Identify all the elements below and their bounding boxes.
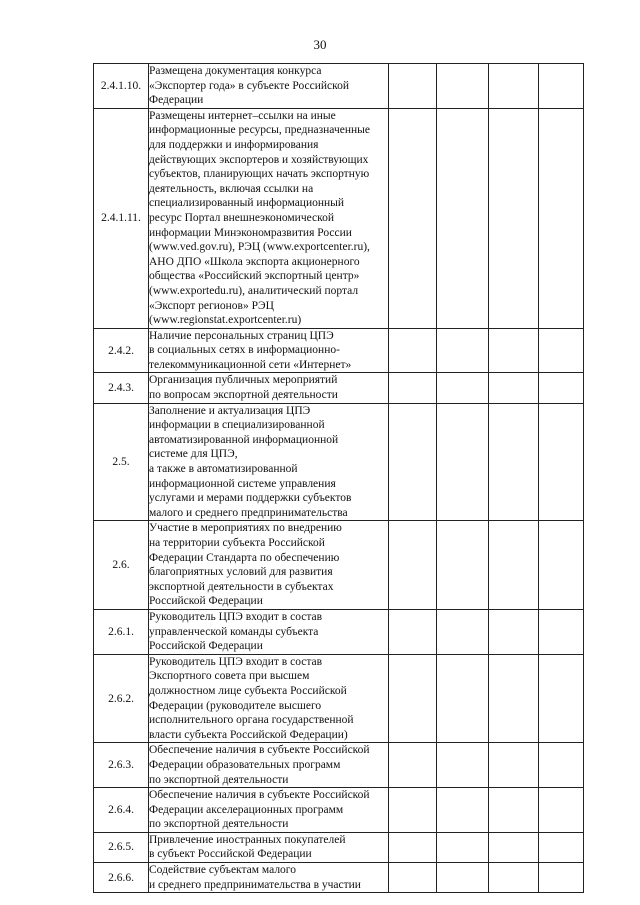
item-description [149, 521, 389, 610]
checklist-table [93, 63, 584, 893]
description-line: благоприятных условий для развития [149, 566, 333, 579]
description-line: управленческой команды субъекта [149, 625, 319, 638]
description-line: информационные ресурсы, предназначенные [149, 124, 370, 137]
description-line: Участие в мероприятиях по внедрению [149, 522, 342, 535]
empty-cell [437, 832, 489, 862]
empty-cell [539, 654, 584, 743]
description-line: Федерации акселерационных программ [149, 803, 344, 816]
table-row [94, 373, 584, 403]
table-row [94, 743, 584, 788]
description-line: Федерации [149, 94, 204, 107]
description-line: по экспортной деятельности [149, 773, 289, 786]
description-line: «Экспортер года» в субъекте Российской [149, 79, 350, 92]
description-line: Федерации образовательных программ [149, 758, 341, 771]
item-description [149, 328, 389, 373]
description-line: АНО ДПО «Школа экспорта акционерного [149, 255, 360, 268]
table-row [94, 863, 584, 893]
table-row [94, 328, 584, 373]
empty-cell [539, 832, 584, 862]
description-line: услугами и мерами поддержки субъектов [149, 492, 352, 505]
description-line: действующих экспортеров и хозяйствующих [149, 153, 369, 166]
description-line: по вопросам экспортной деятельности [149, 389, 338, 402]
item-number: 2.6.2. [94, 654, 149, 743]
item-description [149, 863, 389, 893]
item-number: 2.6.5. [94, 832, 149, 862]
empty-cell [489, 863, 539, 893]
empty-cell [539, 743, 584, 788]
description-line: должностном лице субъекта Российской [149, 684, 347, 697]
description-line: Содействие субъектам малого [149, 864, 296, 877]
description-line: власти субъекта Российской Федерации) [149, 728, 348, 741]
description-line: Российской Федерации [149, 595, 263, 608]
item-number: 2.6.6. [94, 863, 149, 893]
item-number: 2.6.3. [94, 743, 149, 788]
item-description [149, 64, 389, 109]
empty-cell [489, 743, 539, 788]
description-line: Обеспечение наличия в субъекте Российской [149, 744, 370, 757]
description-line: (www.ved.gov.ru), РЭЦ (www.exportcenter.ru), [149, 241, 370, 254]
empty-cell [539, 373, 584, 403]
description-line: и среднего предпринимательства в участии [149, 878, 361, 891]
item-description [149, 743, 389, 788]
description-line: Наличие персональных страниц ЦПЭ [149, 329, 334, 342]
empty-cell [389, 64, 437, 109]
description-line: Размещена документация конкурса [149, 65, 322, 77]
table-row [94, 654, 584, 743]
item-number: 2.4.2. [94, 328, 149, 373]
empty-cell [389, 832, 437, 862]
table-row [94, 788, 584, 833]
empty-cell [389, 403, 437, 521]
description-line: по экспортной деятельности [149, 818, 289, 831]
item-description [149, 373, 389, 403]
description-line: исполнительного органа государственной [149, 714, 354, 727]
empty-cell [489, 609, 539, 654]
description-line: субъектов, планирующих начать экспортную [149, 168, 370, 181]
empty-cell [389, 863, 437, 893]
item-number: 2.5. [94, 403, 149, 521]
empty-cell [489, 521, 539, 610]
item-number: 2.6.1. [94, 609, 149, 654]
item-number: 2.4.1.11. [94, 108, 149, 328]
table-row [94, 64, 584, 109]
description-line: информации в специализированной [149, 419, 325, 432]
empty-cell [539, 521, 584, 610]
description-line: Размещены интернет–ссылки на иные [149, 109, 336, 122]
empty-cell [539, 788, 584, 833]
description-line: в социальных сетях в информационно- [149, 344, 340, 357]
empty-cell [489, 403, 539, 521]
empty-cell [539, 328, 584, 373]
empty-cell [489, 654, 539, 743]
table-row [94, 609, 584, 654]
empty-cell [389, 373, 437, 403]
item-description [149, 108, 389, 328]
item-description [149, 788, 389, 833]
description-line: Привлечение иностранных покупателей [149, 833, 346, 846]
description-line: Заполнение и актуализация ЦПЭ [149, 404, 311, 417]
empty-cell [437, 373, 489, 403]
description-line: информационной системе управления [149, 477, 336, 490]
description-line: специализированный информационный [149, 197, 345, 210]
empty-cell [389, 609, 437, 654]
empty-cell [389, 521, 437, 610]
empty-cell [437, 64, 489, 109]
page-number: 30 [313, 37, 327, 52]
description-line: деятельность, включая ссылки на [149, 182, 314, 195]
empty-cell [489, 373, 539, 403]
description-line: Руководитель ЦПЭ входит в состав [149, 610, 323, 623]
description-line: общества «Российский экспортный центр» [149, 270, 360, 283]
description-line: а также в автоматизированной [149, 463, 298, 476]
description-line: Федерации Стандарта по обеспечению [149, 551, 340, 564]
description-line: Организация публичных мероприятий [149, 374, 338, 387]
description-line: (www.exportedu.ru), аналитический портал [149, 284, 359, 297]
table-row [94, 403, 584, 521]
empty-cell [539, 863, 584, 893]
empty-cell [389, 788, 437, 833]
description-line: информации Минэкономразвития России [149, 226, 352, 239]
empty-cell [389, 743, 437, 788]
empty-cell [437, 743, 489, 788]
empty-cell [389, 654, 437, 743]
empty-cell [539, 64, 584, 109]
description-line: Обеспечение наличия в субъекте Российской [149, 789, 370, 802]
empty-cell [539, 108, 584, 328]
empty-cell [437, 403, 489, 521]
item-description [149, 609, 389, 654]
empty-cell [389, 108, 437, 328]
table-row [94, 108, 584, 328]
empty-cell [437, 788, 489, 833]
empty-cell [437, 328, 489, 373]
item-description [149, 403, 389, 521]
description-line: (www.regionstat.exportcenter.ru) [149, 314, 302, 327]
item-description [149, 832, 389, 862]
description-line: малого и среднего предпринимательства [149, 506, 348, 519]
item-number: 2.6. [94, 521, 149, 610]
description-line: ресурс Портал внешнеэкономической [149, 211, 335, 224]
empty-cell [489, 328, 539, 373]
description-line: телекоммуникационной сети «Интернет» [149, 358, 352, 371]
empty-cell [539, 403, 584, 521]
item-description [149, 654, 389, 743]
empty-cell [489, 64, 539, 109]
description-line: Федерации (руководителе высшего [149, 699, 322, 712]
table-row [94, 832, 584, 862]
empty-cell [437, 521, 489, 610]
table-row [94, 521, 584, 610]
description-line: для поддержки и информирования [149, 138, 319, 151]
description-line: системе для ЦПЭ, [149, 448, 238, 461]
description-line: Руководитель ЦПЭ входит в состав [149, 655, 323, 668]
description-line: автоматизированной информационной [149, 433, 339, 446]
item-number: 2.4.3. [94, 373, 149, 403]
empty-cell [489, 108, 539, 328]
description-line: Экспортного совета при высшем [149, 670, 310, 683]
description-line: на территории субъекта Российской [149, 537, 325, 549]
empty-cell [437, 654, 489, 743]
description-line: Российской Федерации [149, 640, 263, 653]
empty-cell [489, 788, 539, 833]
empty-cell [389, 328, 437, 373]
item-number: 2.6.4. [94, 788, 149, 833]
empty-cell [539, 609, 584, 654]
description-line: в субъект Российской Федерации [149, 848, 312, 861]
description-line: «Экспорт регионов» РЭЦ [149, 299, 274, 312]
empty-cell [437, 108, 489, 328]
description-line: экспортной деятельности в субъектах [149, 580, 334, 593]
empty-cell [489, 832, 539, 862]
empty-cell [437, 863, 489, 893]
empty-cell [437, 609, 489, 654]
item-number: 2.4.1.10. [94, 64, 149, 109]
